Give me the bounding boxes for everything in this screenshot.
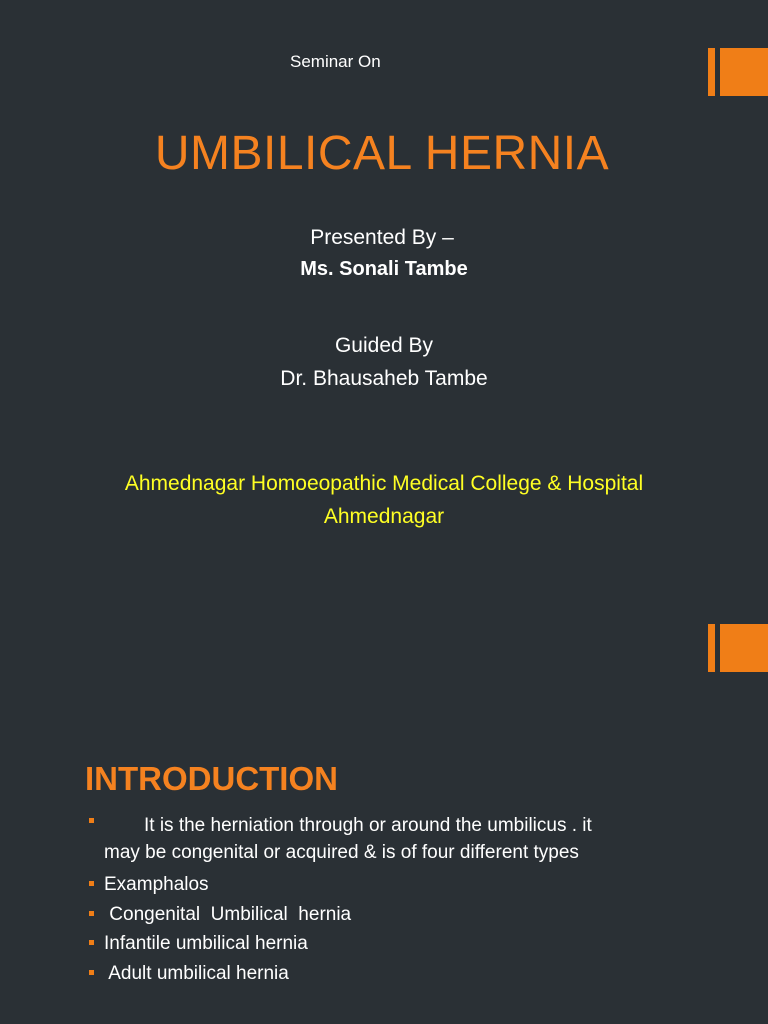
list-item (86, 900, 726, 930)
institution-line-1: Ahmednagar Homoeopathic Medical College & Hospital (124, 472, 644, 495)
slide-title: UMBILICAL HERNIA (154, 127, 610, 180)
orange-thin-bar (708, 48, 715, 96)
orange-thick-bar (720, 624, 768, 672)
introduction-slide (0, 600, 768, 1024)
institution-name (0, 467, 768, 533)
orange-bar-decoration (708, 624, 768, 672)
square-bullet-icon (89, 911, 94, 916)
intro-text-line-1: It is the herniation through or around the umbilicus . it (144, 815, 592, 836)
guide-name: Dr. Bhausaheb Tambe (280, 367, 488, 390)
guided-by-label: Guided By (334, 334, 434, 357)
orange-bar-decoration (708, 48, 768, 96)
square-bullet-icon (89, 970, 94, 975)
list-item-text: Infantile umbilical hernia (104, 933, 308, 954)
seminar-label: Seminar On (290, 52, 381, 71)
list-item-text: Adult umbilical hernia (104, 962, 289, 984)
presenter-name: Ms. Sonali Tambe (300, 258, 468, 280)
list-item (86, 959, 726, 989)
institution-line-2: Ahmednagar (323, 505, 445, 528)
presented-by-label: Presented By – (310, 226, 454, 249)
section-heading: INTRODUCTION (85, 760, 338, 797)
list-item (86, 870, 726, 900)
intro-text-line-2: may be congenital or acquired & is of four different types (104, 842, 579, 863)
list-item-text: Examphalos (104, 874, 209, 895)
intro-bullet-list (86, 812, 726, 988)
square-bullet-icon (89, 881, 94, 886)
square-bullet-icon (89, 818, 94, 823)
list-item-text: Congenital Umbilical hernia (104, 903, 352, 925)
orange-thick-bar (720, 48, 768, 96)
list-item (86, 929, 726, 959)
list-item (86, 812, 726, 870)
square-bullet-icon (89, 940, 94, 945)
orange-thin-bar (708, 624, 715, 672)
